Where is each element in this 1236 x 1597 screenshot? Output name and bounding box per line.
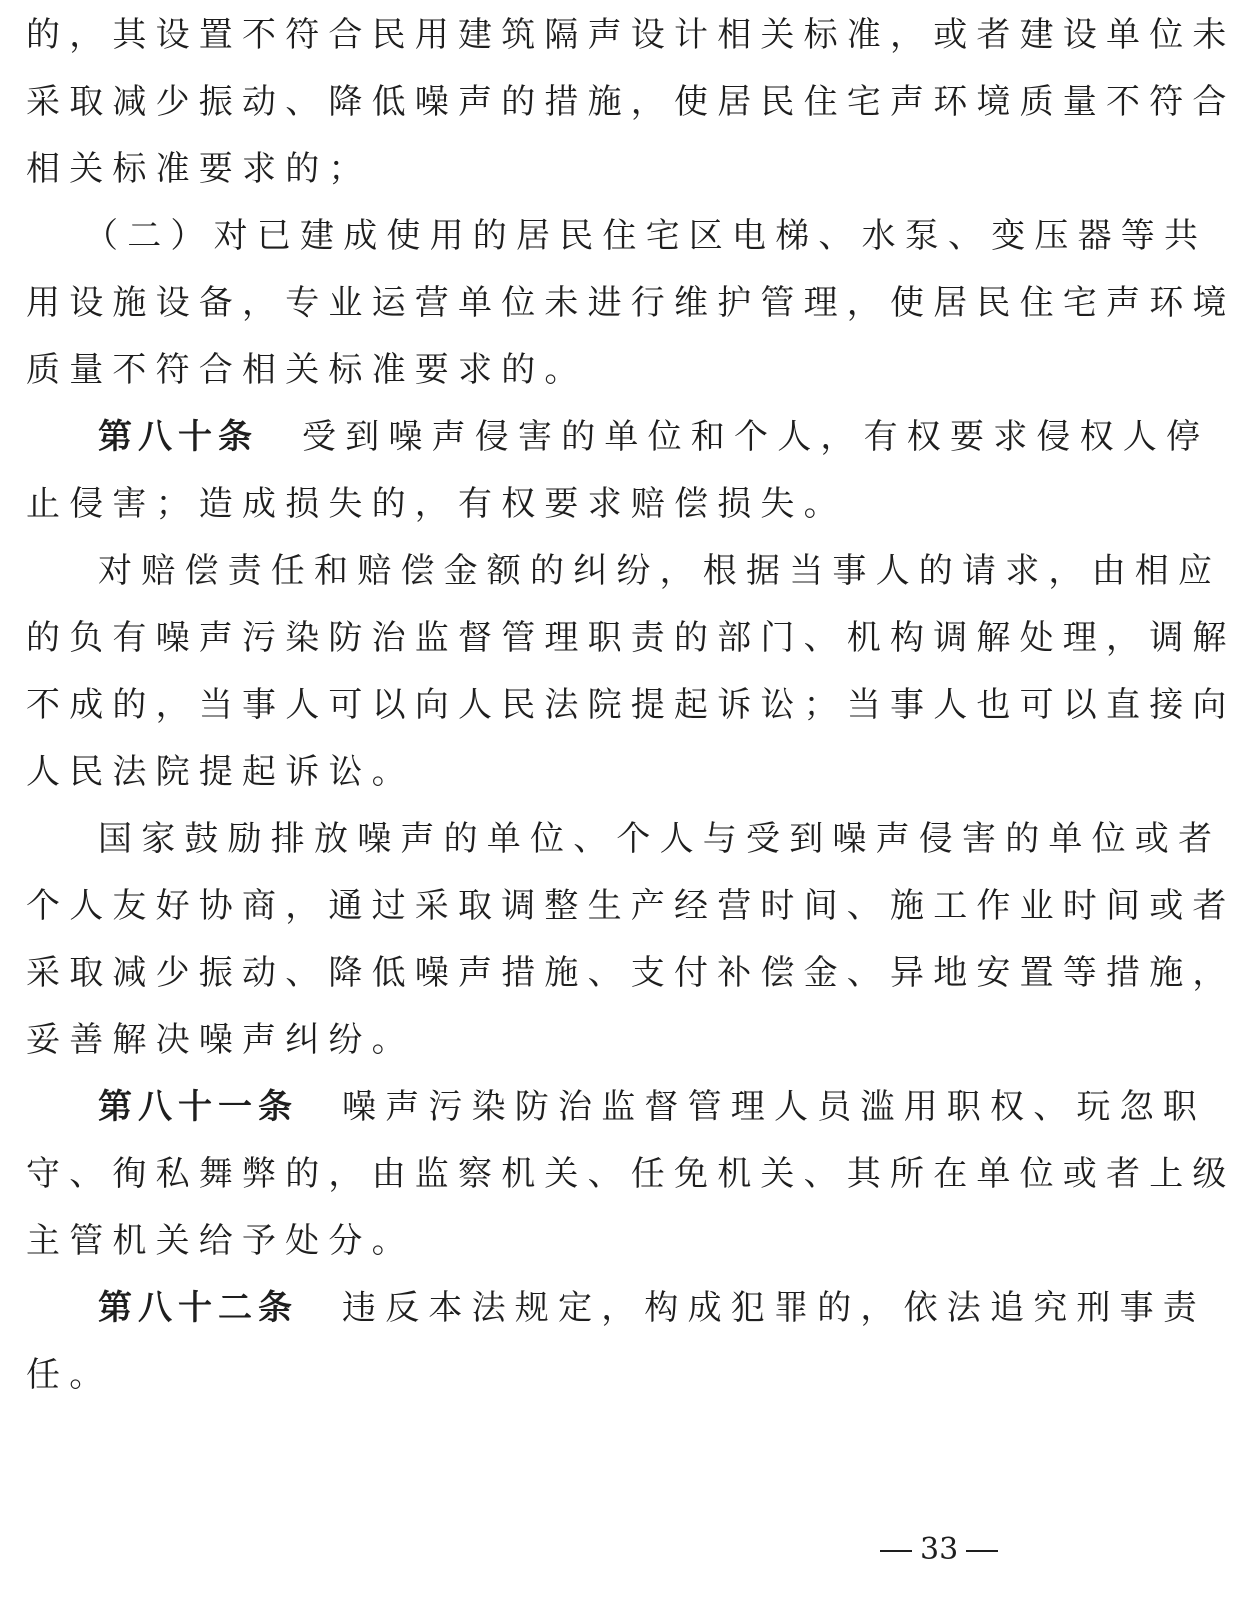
paragraph-clause-1-continuation [26, 2, 1236, 203]
text-line: 任。 [26, 1355, 113, 1395]
text-line: 人民法院提起诉讼。 [26, 752, 415, 792]
page-number: 33 [920, 1532, 959, 1567]
text-line: 国家鼓励排放噪声的单位、个人与受到噪声侵害的单位或者 [98, 819, 1222, 859]
article-number: 第八十一条 [98, 1087, 298, 1127]
text-line: 用设施设备，专业运营单位未进行维护管理，使居民住宅声环境 [26, 283, 1236, 323]
page-footer [872, 1528, 1032, 1572]
text-line: （二）对已建成使用的居民住宅区电梯、水泵、变压器等共 [84, 216, 1208, 256]
article-81 [26, 1074, 1236, 1275]
footer-dash-right [966, 1550, 998, 1552]
article-first-line [26, 404, 1210, 471]
paragraph-article-80-p3 [26, 806, 1236, 1074]
paragraph-article-80-p2 [26, 538, 1236, 806]
text-line: 质量不符合相关标准要求的。 [26, 350, 588, 390]
text-line: 止侵害；造成损失的，有权要求赔偿损失。 [26, 484, 847, 524]
text-line: 个人友好协商，通过采取调整生产经营时间、施工作业时间或者 [26, 886, 1236, 926]
text-line: 相关标准要求的； [26, 149, 372, 189]
article-text: 违反本法规定，构成犯罪的，依法追究刑事责 [342, 1288, 1206, 1328]
document-page [26, 2, 1236, 1409]
text-line: 妥善解决噪声纠纷。 [26, 1020, 415, 1060]
text-line: 守、徇私舞弊的，由监察机关、任免机关、其所在单位或者上级 [26, 1154, 1236, 1194]
text-line: 对赔偿责任和赔偿金额的纠纷，根据当事人的请求，由相应 [98, 551, 1222, 591]
text-line: 采取减少振动、降低噪声的措施，使居民住宅声环境质量不符合 [26, 82, 1236, 122]
text-line: 不成的，当事人可以向人民法院提起诉讼；当事人也可以直接向 [26, 685, 1236, 725]
article-first-line [26, 1275, 1206, 1342]
text-line: 采取减少振动、降低噪声措施、支付补偿金、异地安置等措施， [26, 953, 1236, 993]
text-line: 的负有噪声污染防治监督管理职责的部门、机构调解处理，调解 [26, 618, 1236, 658]
paragraph-clause-2 [26, 203, 1236, 404]
article-first-line [26, 1074, 1206, 1141]
article-80 [26, 404, 1210, 538]
article-text: 噪声污染防治监督管理人员滥用职权、玩忽职 [342, 1087, 1206, 1127]
text-line: 的，其设置不符合民用建筑隔声设计相关标准，或者建设单位未 [26, 15, 1236, 55]
article-number: 第八十条 [98, 417, 258, 457]
footer-dash-left [880, 1550, 912, 1552]
article-number: 第八十二条 [98, 1288, 298, 1328]
article-text: 受到噪声侵害的单位和个人，有权要求侵权人停 [302, 417, 1210, 457]
text-line: 主管机关给予处分。 [26, 1221, 415, 1261]
article-82 [26, 1275, 1206, 1409]
